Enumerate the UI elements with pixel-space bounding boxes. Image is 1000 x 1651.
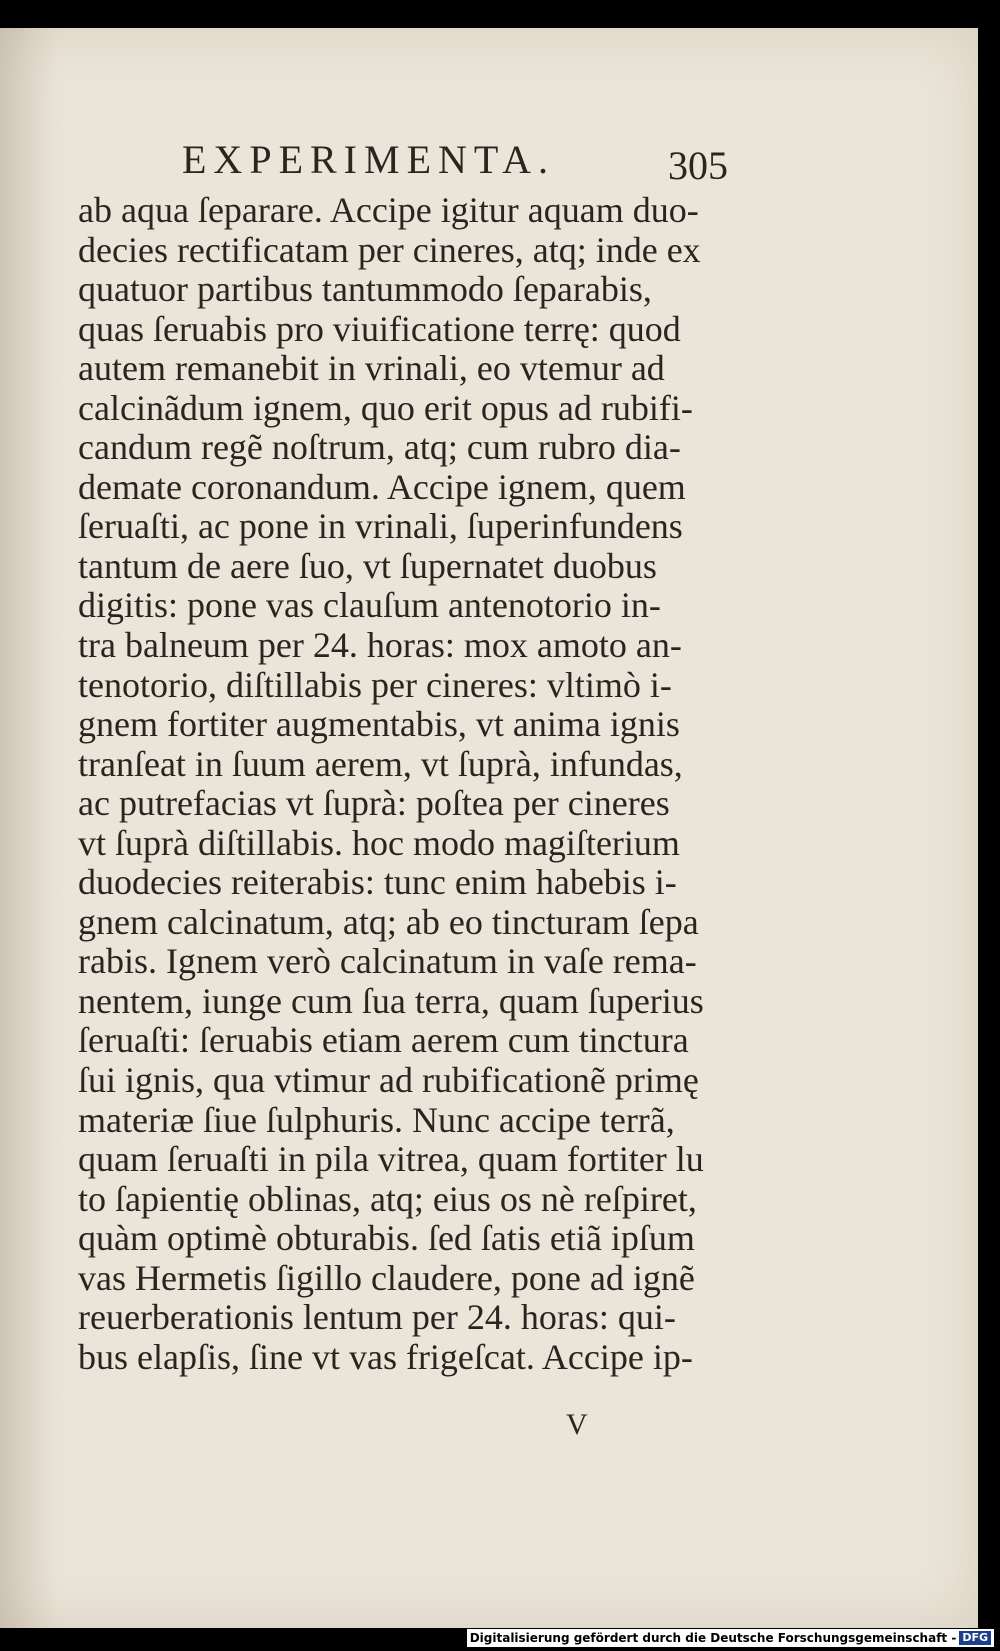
digitization-footer (467, 1629, 994, 1647)
dfg-logo: DFG (959, 1631, 991, 1645)
text-line: tenotorio, diſtillabis per cineres: vltimò i- (78, 664, 672, 705)
text-line: reuerberationis lentum per 24. horas: qui- (78, 1297, 676, 1338)
book-page (0, 28, 978, 1628)
page-number: 305 (668, 143, 728, 188)
text-line: ſeruaſti, ac pone in vrinali, ſuperinfundens (78, 506, 683, 547)
text-line: decies rectificatam per cineres, atq; inde ex (78, 229, 701, 270)
text-line: ſeruaſti: ſeruabis etiam aerem cum tinctura (78, 1020, 689, 1061)
text-line: demate coronandum. Accipe ignem, quem (78, 466, 686, 507)
text-line: tantum de aere ſuo, vt ſupernatet duobus (78, 545, 657, 586)
running-head: EXPERIMENTA. (182, 137, 556, 182)
text-line: nentem, iunge cum ſua terra, quam ſuperius (78, 980, 704, 1021)
text-line: quam ſeruaſti in pila vitrea, quam fortiter lu (78, 1139, 704, 1180)
text-line: quàm optimè obturabis. ſed ſatis etiã ipſum (78, 1218, 695, 1259)
text-line: gnem fortiter augmentabis, vt anima ignis (78, 704, 680, 745)
text-line: ſui ignis, qua vtimur ad rubificationẽ primę (78, 1060, 699, 1101)
text-line: quas ſeruabis pro viuificatione terrę: quod (78, 308, 681, 349)
text-line: ac putrefacias vt ſuprà: poſtea per cineres (78, 783, 670, 824)
text-line: autem remanebit in vrinali, eo vtemur ad (78, 348, 665, 389)
text-line: candum regẽ noſtrum, atq; cum rubro dia- (78, 427, 681, 468)
signature-mark: V (566, 1408, 588, 1441)
text-line: materiæ ſiue ſulphuris. Nunc accipe terrã, (78, 1099, 675, 1140)
text-line: quatuor partibus tantummodo ſeparabis, (78, 269, 652, 310)
text-line: rabis. Ignem verò calcinatum in vaſe rema- (78, 941, 697, 982)
footer-text: Digitalisierung gefördert durch die Deutsche Forschungsgemeinschaft - (469, 1631, 957, 1645)
body-text (78, 191, 728, 1377)
text-line: vas Hermetis ſigillo claudere, pone ad ignẽ (78, 1257, 695, 1298)
text-line: tranſeat in ſuum aerem, vt ſuprà, infundas, (78, 743, 683, 784)
text-line: bus elapſis, ſine vt vas frigeſcat. Accipe ip- (78, 1336, 693, 1377)
text-line: ab aqua ſeparare. Accipe igitur aquam duo- (78, 190, 699, 230)
text-line: gnem calcinatum, atq; ab eo tincturam ſepa (78, 901, 699, 942)
text-line: vt ſuprà diſtillabis. hoc modo magiſterium (78, 822, 680, 863)
text-line: tra balneum per 24. horas: mox amoto an- (78, 625, 682, 666)
text-line: duodecies reiterabis: tunc enim habebis i- (78, 862, 677, 903)
text-line: digitis: pone vas clauſum antenotorio in- (78, 585, 661, 626)
text-line: calcinãdum ignem, quo erit opus ad rubifi- (78, 387, 693, 428)
text-line: to ſapientię oblinas, atq; eius os nè reſpiret, (78, 1178, 697, 1219)
